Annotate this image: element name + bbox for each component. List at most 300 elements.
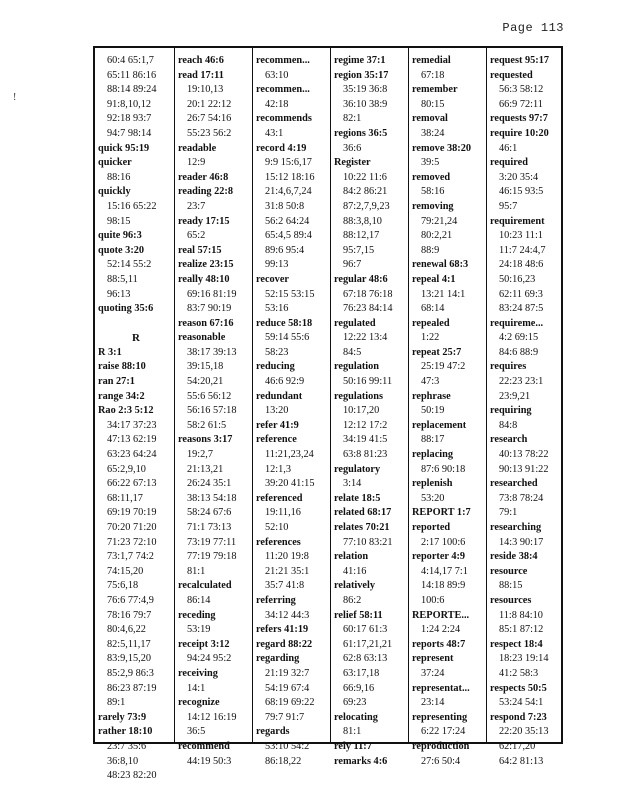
page-line-reference: 58:16 <box>421 186 445 198</box>
index-headword: REPORT 1:7 <box>412 507 471 519</box>
index-headword: quoting 35:6 <box>98 303 154 315</box>
page-line-reference: 95:7,15 <box>343 244 375 256</box>
page-line-reference: 22:20 35:13 <box>499 726 549 738</box>
index-headword: reside 38:4 <box>490 551 538 563</box>
page-line-reference: 52:14 55:2 <box>107 259 152 271</box>
index-headword: receipt 3:12 <box>178 638 230 650</box>
page-line-reference: 14:3 90:17 <box>499 536 544 548</box>
index-headword: renewal 68:3 <box>412 259 469 271</box>
page-line-reference: 21:19 32:7 <box>265 667 310 679</box>
page-line-reference: 14:12 16:19 <box>187 711 237 723</box>
page-line-reference: 79:1 <box>499 507 518 519</box>
page-line-reference: 94:7 98:14 <box>107 127 152 139</box>
page-line-reference: 67:18 <box>421 69 445 81</box>
page-line-reference: 84:6 88:9 <box>499 346 539 358</box>
page-line-reference: 23:9,21 <box>499 390 531 402</box>
index-headword: ran 27:1 <box>98 376 135 388</box>
index-headword: relation <box>334 551 369 563</box>
index-headword: read 17:11 <box>178 69 224 81</box>
index-headword: reporter 4:9 <box>412 551 466 563</box>
index-headword: recommends <box>256 113 312 125</box>
page-line-reference: 21:21 35:1 <box>265 565 310 577</box>
index-headword: removal <box>412 113 448 125</box>
page-line-reference: 81:1 <box>343 726 362 738</box>
index-headword: receding <box>178 609 216 621</box>
page-line-reference: 19:2,7 <box>187 449 214 461</box>
page-line-reference: 4:14,17 7:1 <box>421 565 468 577</box>
page-line-reference: 47:3 <box>421 376 440 388</box>
page-line-reference: 95:7 <box>499 200 518 212</box>
index-headword: quite 96:3 <box>98 230 142 242</box>
page-line-reference: 86:14 <box>187 594 211 606</box>
page-line-reference: 2:17 100:6 <box>421 536 466 548</box>
page-line-reference: 25:19 47:2 <box>421 361 466 373</box>
page-line-reference: 53:20 <box>421 492 445 504</box>
index-headword: recognize <box>178 697 220 709</box>
page-line-reference: 71:1 73:13 <box>187 522 232 533</box>
page-line-reference: 66:9,16 <box>343 682 375 694</box>
index-column-1 <box>95 48 174 782</box>
index-headword: require 10:20 <box>490 127 549 139</box>
page-line-reference: 12:1,3 <box>265 463 292 475</box>
page-line-reference: 65:11 86:16 <box>107 69 157 81</box>
index-headword: recommend <box>178 740 230 752</box>
page-line-reference: 85:1 87:12 <box>499 624 544 636</box>
page-line-reference: 41:16 <box>343 565 367 577</box>
index-headword: required <box>490 157 528 169</box>
index-headword: remarks 4:6 <box>334 755 388 767</box>
page-line-reference: 63:10 <box>265 69 289 81</box>
page-line-reference: 38:24 <box>421 127 445 139</box>
page-line-reference: 63:8 81:23 <box>343 449 388 461</box>
page-line-reference: 80:2,21 <box>421 230 453 242</box>
page-line-reference: 21:4,6,7,24 <box>265 186 312 198</box>
index-headword: refers 41:19 <box>256 624 309 636</box>
page-line-reference: 23:7 35:6 <box>107 740 147 752</box>
page-line-reference: 6:22 17:24 <box>421 726 466 738</box>
page-line-reference: 19:11,16 <box>265 507 301 519</box>
page-line-reference: 34:19 41:5 <box>343 434 388 446</box>
index-headword: redundant <box>256 390 303 402</box>
page-line-reference: 66:9 72:11 <box>499 98 543 110</box>
page-line-reference: 43:1 <box>265 127 284 139</box>
page-line-reference: 26:7 54:16 <box>187 113 232 125</box>
page-line-reference: 64:2 81:13 <box>499 755 544 767</box>
page-line-reference: 48:23 82:20 <box>107 770 157 782</box>
index-headword: realize 23:15 <box>178 259 234 271</box>
page-line-reference: 31:8 50:8 <box>265 200 305 212</box>
page-line-reference: 83:24 87:5 <box>499 303 544 315</box>
page-line-reference: 11:20 19:8 <box>265 551 309 563</box>
index-headword: regards <box>256 726 290 738</box>
page-line-reference: 88:14 89:24 <box>107 84 157 96</box>
index-headword: recommen... <box>256 84 310 96</box>
index-headword: recover <box>256 273 289 285</box>
index-headword: repeat 25:7 <box>412 346 462 358</box>
index-headword: requests 97:7 <box>490 113 548 125</box>
index-headword: researched <box>490 478 538 490</box>
page-line-reference: 36:6 <box>343 142 362 154</box>
index-headword: reducing <box>256 361 295 373</box>
page-line-reference: 90:13 91:22 <box>499 463 549 475</box>
page-line-reference: 3:20 35:4 <box>499 171 539 183</box>
page-line-reference: 87:6 90:18 <box>421 463 466 475</box>
index-headword: rely 11:7 <box>334 740 372 752</box>
index-headword: REPORTE... <box>412 609 470 621</box>
page-line-reference: 1:22 <box>421 332 440 344</box>
index-headword: requireme... <box>490 317 544 329</box>
page-line-reference: 38:17 39:13 <box>187 346 237 358</box>
page-line-reference: 83:9,15,20 <box>107 653 152 665</box>
page-line-reference: 84:8 <box>499 419 518 431</box>
index-headword: rarely 73:9 <box>98 711 147 723</box>
index-column-4 <box>330 48 408 767</box>
page-line-reference: 69:19 70:19 <box>107 507 157 519</box>
index-headword: removed <box>412 171 451 183</box>
index-headword: refer 41:9 <box>256 419 299 431</box>
page-line-reference: 47:13 62:19 <box>107 434 157 446</box>
page-line-reference: 99:13 <box>265 259 289 271</box>
index-headword: remember <box>412 84 458 96</box>
page-line-reference: 65:2,9,10 <box>107 463 146 475</box>
index-column-5 <box>408 48 486 767</box>
word-index-table <box>93 46 563 782</box>
page-line-reference: 84:2 86:21 <box>343 186 388 198</box>
page-line-reference: 58:24 67:6 <box>187 507 232 519</box>
page-line-reference: 20:1 22:12 <box>187 98 232 110</box>
index-headword: representing <box>412 711 468 723</box>
index-headword: raise 88:10 <box>98 361 146 373</box>
page-line-reference: 88:12,17 <box>343 230 380 242</box>
index-headword: researching <box>490 522 542 533</box>
index-headword: region 35:17 <box>334 69 389 81</box>
page-line-reference: 68:19 69:22 <box>265 697 315 709</box>
page-line-reference: 11:8 84:10 <box>499 609 543 621</box>
page-line-reference: 70:20 71:20 <box>107 522 157 533</box>
page-line-reference: 74:15,20 <box>107 565 144 577</box>
index-headword: regular 48:6 <box>334 273 388 285</box>
page-line-reference: 46:15 93:5 <box>499 186 544 198</box>
index-headword: reader 46:8 <box>178 171 229 183</box>
index-headword: reduce 58:18 <box>256 317 313 329</box>
page-line-reference: 92:18 93:7 <box>107 113 152 125</box>
page-line-reference: 12:22 13:4 <box>343 332 388 344</box>
page-line-reference: 18:23 19:14 <box>499 653 549 665</box>
index-headword: regarding <box>256 653 300 665</box>
index-headword: reasons 3:17 <box>178 434 233 446</box>
index-headword: Rao 2:3 5:12 <box>98 405 154 417</box>
page-line-reference: 78:16 79:7 <box>107 609 152 621</box>
index-headword: repeal 4:1 <box>412 273 456 285</box>
page-line-reference: 9:9 15:6,17 <box>265 157 312 169</box>
page-line-reference: 88:3,8,10 <box>343 215 382 227</box>
index-headword: requiring <box>490 405 532 417</box>
page-line-reference: 91:8,10,12 <box>107 98 152 110</box>
page-line-reference: 53:16 <box>265 303 289 315</box>
page-line-reference: 86:2 <box>343 594 362 606</box>
index-headword: really 48:10 <box>178 273 230 285</box>
index-headword: request 95:17 <box>490 55 550 66</box>
page-line-reference: 13:21 14:1 <box>421 288 466 300</box>
index-headword: reading 22:8 <box>178 186 234 198</box>
page-line-reference: 65:2 <box>187 230 206 242</box>
page-line-reference: 46:1 <box>499 142 518 154</box>
page-line-reference: 69:16 81:19 <box>187 288 237 300</box>
page-line-reference: 42:18 <box>265 98 289 110</box>
index-headword: Register <box>334 157 371 169</box>
index-headword: receiving <box>178 667 218 679</box>
index-headword: replacement <box>412 419 467 431</box>
page-line-reference: 88:17 <box>421 434 445 446</box>
page-line-reference: 35:19 36:8 <box>343 84 388 96</box>
page-line-reference: 63:17,18 <box>343 667 380 679</box>
page-line-reference: 50:16,23 <box>499 273 536 285</box>
index-headword: remedial <box>412 55 451 66</box>
page-line-reference: 84:5 <box>343 346 362 358</box>
page-line-reference: 89:1 <box>107 697 126 709</box>
page-line-reference: 4:2 69:15 <box>499 332 539 344</box>
index-column-2 <box>174 48 252 767</box>
index-headword: range 34:2 <box>98 390 145 402</box>
index-headword: referenced <box>256 492 303 504</box>
page-line-reference: 88:15 <box>499 580 523 592</box>
page-line-reference: 19:10,13 <box>187 84 224 96</box>
index-headword: regard 88:22 <box>256 638 313 650</box>
index-headword: relief 58:11 <box>334 609 383 621</box>
page-line-reference: 11:21,23,24 <box>265 449 314 461</box>
page-line-reference: 76:23 84:14 <box>343 303 393 315</box>
page-line-reference: 10:22 11:6 <box>343 171 387 183</box>
page-line-reference: 56:16 57:18 <box>187 405 237 417</box>
index-headword: resources <box>490 594 532 606</box>
page-line-reference: 12:9 <box>187 157 206 169</box>
page-line-reference: 41:2 58:3 <box>499 667 539 679</box>
index-headword: removing <box>412 200 454 212</box>
index-headword: representat... <box>412 682 470 694</box>
index-headword: referring <box>256 594 296 606</box>
page-line-reference: 59:14 55:6 <box>265 332 310 344</box>
page-line-reference: 89:6 95:4 <box>265 244 305 256</box>
page-line-reference: 46:6 92:9 <box>265 376 305 388</box>
index-headword: record 4:19 <box>256 142 307 154</box>
index-headword: relates 70:21 <box>334 522 390 533</box>
page-line-reference: 56:2 64:24 <box>265 215 310 227</box>
index-headword: recommen... <box>256 55 310 66</box>
index-headword: remove 38:20 <box>412 142 471 154</box>
page-line-reference: 100:6 <box>421 594 445 606</box>
page-line-reference: 35:7 41:8 <box>265 580 305 592</box>
page-line-reference: 26:24 35:1 <box>187 478 232 490</box>
index-headword: quote 3:20 <box>98 244 145 256</box>
index-headword: rephrase <box>412 390 451 402</box>
page-line-reference: 68:14 <box>421 303 445 315</box>
page-line-reference: 77:19 79:18 <box>187 551 237 563</box>
page-line-reference: 88:9 <box>421 244 440 256</box>
index-column-3 <box>252 48 330 767</box>
page-line-reference: 96:7 <box>343 259 362 271</box>
index-headword: reach 46:6 <box>178 55 224 66</box>
page-line-reference: 53:24 54:1 <box>499 697 544 709</box>
index-headword: reference <box>256 434 297 446</box>
index-headword: readable <box>178 142 217 154</box>
page-line-reference: 88:5,11 <box>107 273 138 285</box>
page-line-reference: 77:10 83:21 <box>343 536 393 548</box>
index-headword: replacing <box>412 449 453 461</box>
index-headword: regions 36:5 <box>334 127 388 139</box>
index-column-6 <box>486 48 561 767</box>
index-headword: ready 17:15 <box>178 215 230 227</box>
page-line-reference: 39:15,18 <box>187 361 224 373</box>
page-number: Page 113 <box>502 21 564 35</box>
page-line-reference: 60:4 65:1,7 <box>107 55 154 66</box>
index-headword: requires <box>490 361 527 373</box>
index-headword: regulations <box>334 390 384 402</box>
page-line-reference: 55:23 56:2 <box>187 127 232 139</box>
page-line-reference: 27:6 50:4 <box>421 755 461 767</box>
index-headword: regulatory <box>334 463 381 475</box>
page-line-reference: 58:2 61:5 <box>187 419 227 431</box>
page-line-reference: 36:5 <box>187 726 206 738</box>
page-line-reference: 21:13,21 <box>187 463 224 475</box>
section-letter: R <box>132 332 140 345</box>
index-headword: regulated <box>334 317 376 329</box>
page-line-reference: 22:23 23:1 <box>499 376 544 388</box>
page-line-reference: 3:14 <box>343 478 362 490</box>
page-line-reference: 62:11 69:3 <box>499 288 543 300</box>
index-headword: repealed <box>412 317 450 329</box>
page-line-reference: 53:19 <box>187 624 211 636</box>
page-line-reference: 94:24 95:2 <box>187 653 232 665</box>
index-headword: research <box>490 434 528 446</box>
page-line-reference: 75:6,18 <box>107 580 139 592</box>
page-line-reference: 98:15 <box>107 215 131 227</box>
page-line-reference: 82:1 <box>343 113 362 125</box>
index-headword: reasonable <box>178 332 226 344</box>
index-headword: regulation <box>334 361 380 373</box>
page-line-reference: 1:24 2:24 <box>421 624 461 636</box>
page-line-reference: 23:14 <box>421 697 445 709</box>
page-line-reference: 12:12 17:2 <box>343 419 388 431</box>
margin-mark: ! <box>13 92 17 103</box>
index-headword: rather 18:10 <box>98 726 153 738</box>
index-headword: respond 7:23 <box>490 711 547 723</box>
page-line-reference: 44:19 50:3 <box>187 755 232 767</box>
index-headword: reported <box>412 522 451 533</box>
page-line-reference: 53:10 54:2 <box>265 740 310 752</box>
page-line-reference: 63:23 64:24 <box>107 449 157 461</box>
page-line-reference: 60:17 61:3 <box>343 624 388 636</box>
page-line-reference: 79:21,24 <box>421 215 458 227</box>
page-line-reference: 88:16 <box>107 171 131 183</box>
index-headword: quickly <box>98 186 131 198</box>
index-headword: quicker <box>98 157 132 169</box>
page-line-reference: 56:3 58:12 <box>499 84 544 96</box>
page-line-reference: 61:17,21,21 <box>343 638 393 650</box>
page-line-reference: 81:1 <box>187 565 206 577</box>
index-headword: replenish <box>412 478 453 490</box>
page-line-reference: 71:23 72:10 <box>107 536 157 548</box>
page-line-reference: 23:7 <box>187 200 206 212</box>
page-line-reference: 10:17,20 <box>343 405 380 417</box>
page-line-reference: 76:6 77:4,9 <box>107 594 154 606</box>
page-line-reference: 14:1 <box>187 682 206 694</box>
page-line-reference: 80:4,6,22 <box>107 624 146 636</box>
index-headword: relocating <box>334 711 378 723</box>
page-line-reference: 24:18 48:6 <box>499 259 544 271</box>
page-line-reference: 11:7 24:4,7 <box>499 244 546 256</box>
index-headword: reason 67:16 <box>178 317 234 329</box>
index-headword: R 3:1 <box>98 346 122 358</box>
index-headword: quick 95:19 <box>98 142 150 154</box>
index-headword: recalculated <box>178 580 232 592</box>
page-line-reference: 40:13 78:22 <box>499 449 549 461</box>
page-line-reference: 50:16 99:11 <box>343 376 393 388</box>
page-line-reference: 87:2,7,9,23 <box>343 200 390 212</box>
index-headword: relatively <box>334 580 375 592</box>
page-line-reference: 13:20 <box>265 405 289 417</box>
page-line-reference: 37:24 <box>421 667 445 679</box>
page-line-reference: 15:16 65:22 <box>107 200 157 212</box>
index-headword: respect 18:4 <box>490 638 543 650</box>
page-line-reference: 54:20,21 <box>187 376 224 388</box>
page-line-reference: 34:12 44:3 <box>265 609 310 621</box>
page-line-reference: 73:8 78:24 <box>499 492 544 504</box>
index-headword: requested <box>490 69 533 81</box>
page-line-reference: 65:4,5 89:4 <box>265 230 312 242</box>
page-line-reference: 83:7 90:19 <box>187 303 232 315</box>
page-line-reference: 96:13 <box>107 288 131 300</box>
page-line-reference: 10:23 11:1 <box>499 230 543 242</box>
page-line-reference: 36:8,10 <box>107 755 139 767</box>
page-line-reference: 68:11,17 <box>107 492 143 504</box>
page-line-reference: 80:15 <box>421 98 445 110</box>
page-line-reference: 50:19 <box>421 405 445 417</box>
page-line-reference: 86:18,22 <box>265 755 302 767</box>
page-line-reference: 55:6 56:12 <box>187 390 232 402</box>
page-line-reference: 54:19 67:4 <box>265 682 310 694</box>
page-line-reference: 62:8 63:13 <box>343 653 388 665</box>
page-line-reference: 58:23 <box>265 346 289 358</box>
page-line-reference: 73:19 77:11 <box>187 536 237 548</box>
page-line-reference: 15:12 18:16 <box>265 171 315 183</box>
index-headword: reproduction <box>412 740 470 752</box>
blank-line <box>98 317 174 332</box>
page-line-reference: 52:15 53:15 <box>265 288 315 300</box>
page-line-reference: 86:23 87:19 <box>107 682 157 694</box>
page-line-reference: 79:7 91:7 <box>265 711 305 723</box>
index-headword: resource <box>490 565 528 577</box>
page-line-reference: 36:10 38:9 <box>343 98 388 110</box>
index-headword: reports 48:7 <box>412 638 466 650</box>
page-line-reference: 39:5 <box>421 157 440 169</box>
page-line-reference: 34:17 37:23 <box>107 419 157 431</box>
page-line-reference: 73:1,7 74:2 <box>107 551 154 563</box>
page-line-reference: 62:17,20 <box>499 740 536 752</box>
index-headword: respects 50:5 <box>490 682 547 694</box>
index-headword: requirement <box>490 215 545 227</box>
page-line-reference: 14:18 89:9 <box>421 580 466 592</box>
page-line-reference: 39:20 41:15 <box>265 478 315 490</box>
page-line-reference: 69:23 <box>343 697 367 709</box>
page-line-reference: 52:10 <box>265 522 289 533</box>
index-headword: relate 18:5 <box>334 492 381 504</box>
page-line-reference: 38:13 54:18 <box>187 492 237 504</box>
page-line-reference: 67:18 76:18 <box>343 288 393 300</box>
index-headword: regime 37:1 <box>334 55 386 66</box>
index-headword: represent <box>412 653 454 665</box>
page-line-reference: 66:22 67:13 <box>107 478 157 490</box>
page-line-reference: 85:2,9 86:3 <box>107 667 154 679</box>
